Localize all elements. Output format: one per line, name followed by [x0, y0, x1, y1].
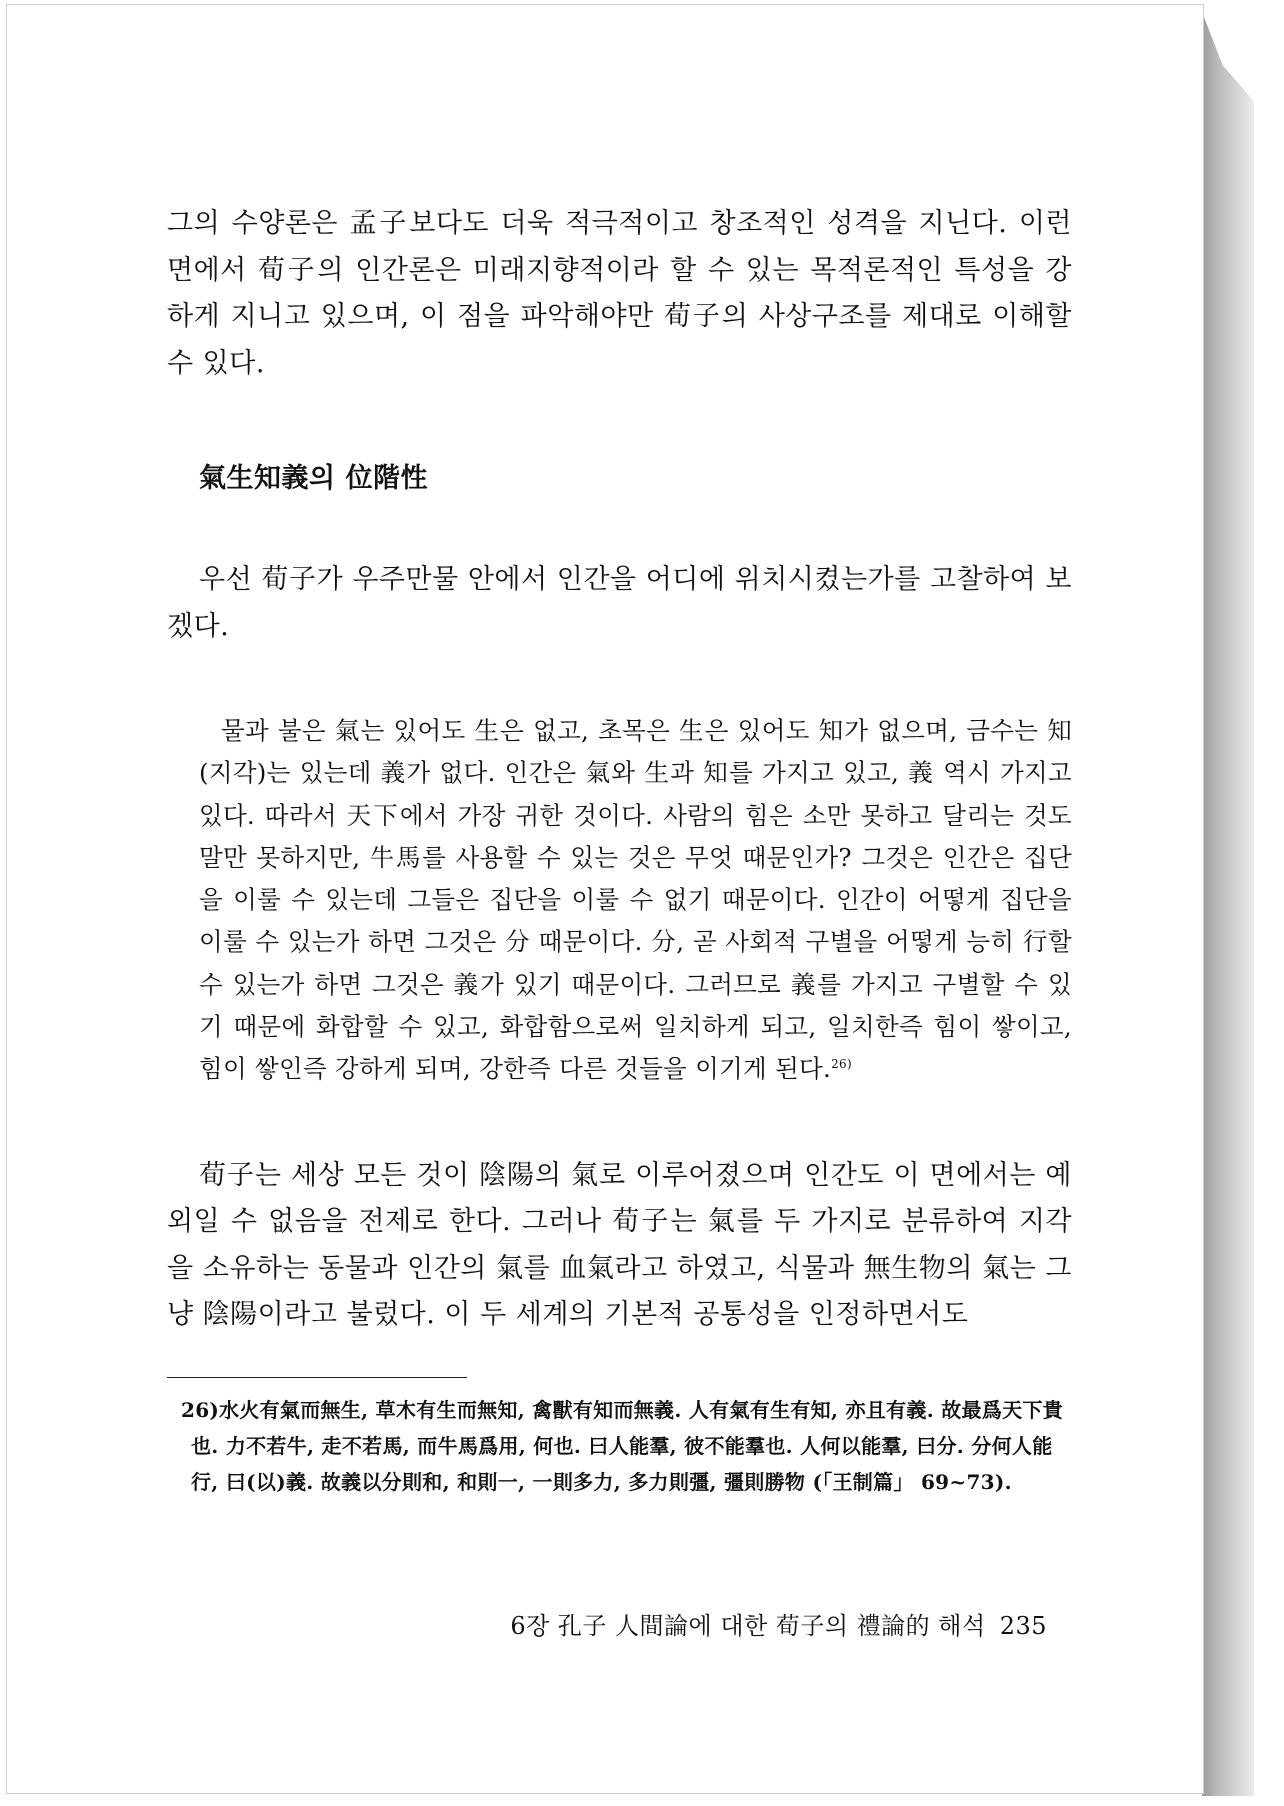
paragraph-1: 그의 수양론은 孟子보다도 더욱 적극적이고 창조적인 성격을 지닌다. 이런 면에서 荀子의 인간론은 미래지향적이라 할 수 있는 목적론적인 특성을 강하게 지니고 있으며, 이 점을 파악해야만 荀子의 사상구조를 제대로 이해할 수 있다.	[167, 208, 1072, 379]
footnote-text: 水火有氣而無生, 草木有生而無知, 禽獸有知而無義. 人有氣有生有知, 亦且有義. 故最爲天下貴也. 力不若牛, 走不若馬, 而牛馬爲用, 何也. 曰人能羣, 彼不能羣也. 人何以能羣, 曰分. 分何人能行, 曰(以)義. 故義以分則和, 和則一, 一則多力, 多力則彊, 彊則勝物 (「王制篇」 69~73).	[191, 1397, 1064, 1494]
footnote-divider	[167, 1377, 467, 1378]
running-title: 6장 孔子 人間論에 대한 荀子의 禮論的 해석	[510, 1612, 986, 1640]
footnote	[167, 1392, 1072, 1500]
quote-text: 물과 불은 氣는 있어도 生은 없고, 초목은 生은 있어도 知가 없으며, 금수는 知(지각)는 있는데 義가 없다. 인간은 氣와 生과 知를 가지고 있고, 義 역시 가지고 있다. 따라서 天下에서 가장 귀한 것이다. 사람의 힘은 소만 못하고 달리는 것도 말만 못하지만, 牛馬를 사용할 수 있는 것은 무엇 때문인가? 그것은 인간은 집단을 이룰 수 있는데 그들은 집단을 이룰 수 없기 때문이다. 인간이 어떻게 집단을 이룰 수 있는가 하면 그것은 分 때문이다. 分, 곧 사회적 구별을 어떻게 능히 行할 수 있는가 하면 그것은 義가 있기 때문이다. 그러므로 義를 가지고 구별할 수 있기 때문에 화합할 수 있고, 화합함으로써 일치하게 되고, 일치한즉 힘이 쌓이고, 힘이 쌓인즉 강하게 되며, 강한즉 다른 것들을 이기게 된다.	[199, 716, 1072, 1084]
page-footer	[477, 1609, 1047, 1643]
page-number: 235	[999, 1612, 1047, 1640]
book-page	[6, 4, 1204, 1794]
paragraph-2: 우선 荀子가 우주만물 안에서 인간을 어디에 위치시켰는가를 고찰하여 보겠다.	[167, 564, 1072, 642]
page-content	[167, 201, 1072, 1500]
paragraph-3: 荀子는 세상 모든 것이 陰陽의 氣로 이루어졌으며 인간도 이 면에서는 예외일 수 없음을 전제로 한다. 그러나 荀子는 氣를 두 가지로 분류하여 지각을 소유하는 동물과 인간의 氣를 血氣라고 하였고, 식물과 無生物의 氣는 그냥 陰陽이라고 불렀다. 이 두 세계의 기본적 공통성을 인정하면서도	[167, 1159, 1072, 1331]
footnote-number: 26)	[181, 1397, 220, 1422]
quote-wrapper	[199, 710, 1072, 1091]
footnote-reference: 26)	[831, 1057, 852, 1072]
block-quote	[167, 710, 1072, 1091]
page-edge-shadow	[1202, 12, 1254, 1796]
section-heading: 氣生知義의 位階性	[199, 463, 428, 494]
